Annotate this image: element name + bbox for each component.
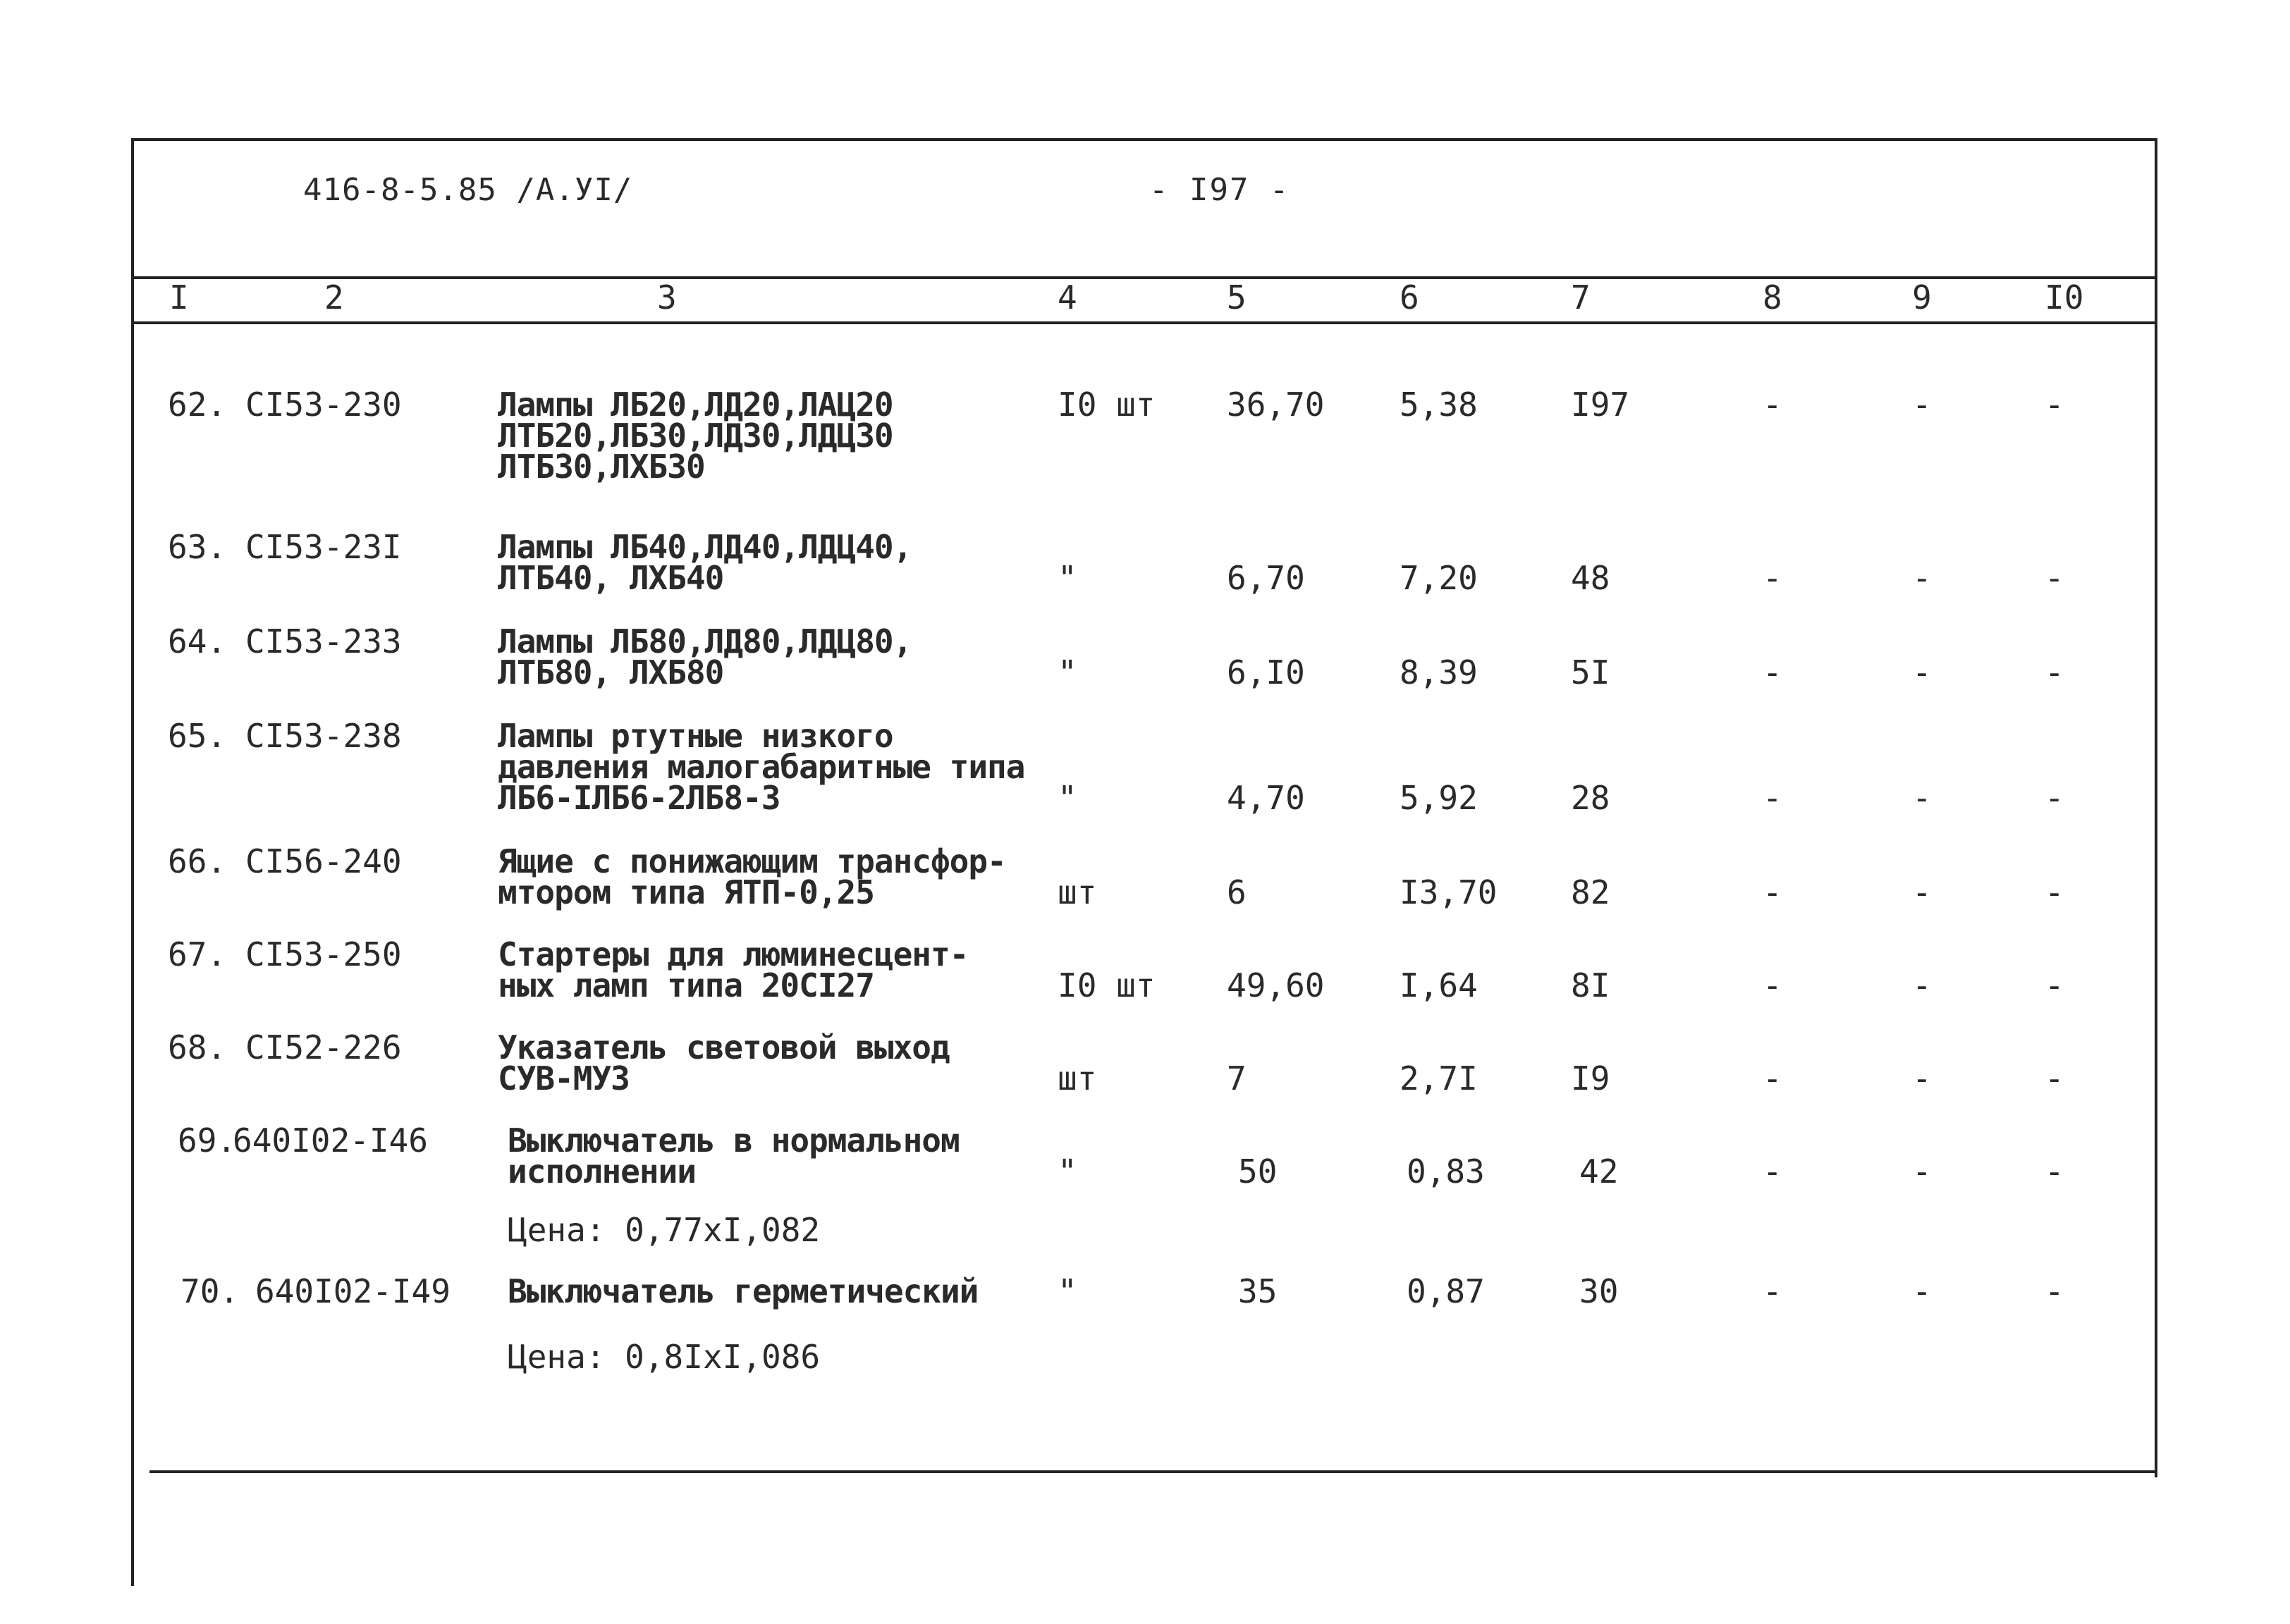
column-number-6: 6: [1400, 278, 1419, 316]
column-number-8: 8: [1763, 278, 1782, 316]
column-number-2: 2: [324, 278, 344, 316]
item-code: CI56-240: [245, 842, 402, 880]
frame-top-line: [131, 138, 2157, 141]
item-code: CI52-226: [245, 1028, 402, 1066]
column-number-3: 3: [657, 278, 677, 316]
row-number: 67.: [168, 935, 227, 973]
item-col6: 5,38: [1400, 386, 1478, 424]
item-col5: 6,I0: [1227, 653, 1305, 691]
item-col7: 82: [1571, 873, 1610, 911]
item-col7: 42: [1579, 1152, 1619, 1191]
page-number: - I97 -: [1149, 172, 1290, 208]
item-col6: I,64: [1400, 966, 1478, 1004]
item-col6: 0,87: [1407, 1272, 1485, 1310]
item-col6: 2,7I: [1400, 1059, 1478, 1097]
item-unit: шт: [1058, 1059, 1097, 1097]
frame-right-line: [2155, 138, 2157, 1477]
column-header-bottom-line: [131, 321, 2157, 324]
item-col8: -: [1763, 1059, 1782, 1097]
item-name: Лампы ЛБ20,ЛД20,ЛАЦ20 ЛТБ20,ЛБ30,ЛД30,ЛДЦ30 ЛТБ30,ЛХБ30: [498, 386, 893, 486]
item-col5: 36,70: [1227, 386, 1325, 424]
item-col8: -: [1763, 1152, 1782, 1191]
item-name: Стартеры для люминесцент- ных ламп типа 20CI27: [498, 935, 969, 1004]
item-col5: 6: [1227, 873, 1247, 911]
item-code: CI53-250: [245, 935, 402, 973]
item-unit: ": [1058, 779, 1077, 817]
row-number: 70.: [180, 1272, 240, 1310]
frame-left-line: [131, 138, 134, 1586]
item-col9: -: [1912, 1272, 1932, 1310]
frame-bottom-line: [149, 1470, 2156, 1473]
item-col7: 5I: [1571, 653, 1610, 691]
item-col8: -: [1763, 1272, 1782, 1310]
column-number-7: 7: [1571, 278, 1591, 316]
item-name: Указатель световой выход СУВ-МУЗ: [498, 1028, 950, 1097]
item-col9: -: [1912, 653, 1932, 691]
column-header-top-line: [131, 276, 2157, 279]
item-col9: -: [1912, 966, 1932, 1004]
item-col5: 6,70: [1227, 559, 1305, 597]
column-number-4: 4: [1058, 278, 1077, 316]
item-code: 640I02-I46: [233, 1121, 428, 1159]
column-number-1: I: [169, 278, 189, 316]
price-note: Цена: 0,77xI,082: [508, 1211, 821, 1249]
item-col5: 49,60: [1227, 966, 1325, 1004]
item-name: Лампы ртутные низкого давления малогабаритные типа ЛБ6-IЛБ6-2ЛБ8-3: [498, 717, 1025, 817]
item-col7: 8I: [1571, 966, 1610, 1004]
item-col7: I9: [1571, 1059, 1610, 1097]
item-col9: -: [1912, 779, 1932, 817]
item-col8: -: [1763, 966, 1782, 1004]
item-code: CI53-233: [245, 622, 402, 660]
item-col10: -: [2045, 1059, 2064, 1097]
item-col7: 30: [1579, 1272, 1619, 1310]
item-col10: -: [2045, 1152, 2064, 1191]
item-col9: -: [1912, 559, 1932, 597]
item-col5: 35: [1238, 1272, 1278, 1310]
column-number-10: I0: [2045, 278, 2084, 316]
item-col6: 0,83: [1407, 1152, 1485, 1191]
item-col8: -: [1763, 559, 1782, 597]
item-col6: 8,39: [1400, 653, 1478, 691]
price-note: Цена: 0,8IxI,086: [508, 1338, 821, 1376]
item-name: Выключатель в нормальном исполнении: [508, 1121, 960, 1191]
item-code: CI53-230: [245, 386, 402, 424]
item-col8: -: [1763, 873, 1782, 911]
item-col10: -: [2045, 873, 2064, 911]
row-number: 63.: [168, 528, 227, 566]
item-col10: -: [2045, 653, 2064, 691]
item-unit: I0 шт: [1058, 386, 1156, 424]
item-col9: -: [1912, 1152, 1932, 1191]
item-col8: -: [1763, 386, 1782, 424]
row-number: 66.: [168, 842, 227, 880]
item-col10: -: [2045, 1272, 2064, 1310]
item-unit: ": [1058, 653, 1077, 691]
item-col10: -: [2045, 386, 2064, 424]
row-number: 62.: [168, 386, 227, 424]
item-col5: 50: [1238, 1152, 1278, 1191]
item-name: Лампы ЛБ80,ЛД80,ЛДЦ80, ЛТБ80, ЛХБ80: [498, 622, 912, 691]
column-number-9: 9: [1912, 278, 1932, 316]
item-unit: шт: [1058, 873, 1097, 911]
item-col9: -: [1912, 386, 1932, 424]
item-col7: I97: [1571, 386, 1630, 424]
item-unit: ": [1058, 1272, 1077, 1310]
item-code: 640I02-I49: [255, 1272, 451, 1310]
item-unit: ": [1058, 559, 1077, 597]
item-col7: 28: [1571, 779, 1610, 817]
item-col10: -: [2045, 966, 2064, 1004]
row-number: 65.: [168, 717, 227, 755]
item-col7: 48: [1571, 559, 1610, 597]
item-col9: -: [1912, 873, 1932, 911]
item-name: Ящие с понижающим трансфор- мтором типа ЯТП-0,25: [498, 842, 1006, 911]
row-number: 68.: [168, 1028, 227, 1066]
column-number-5: 5: [1227, 278, 1247, 316]
item-col6: 7,20: [1400, 559, 1478, 597]
item-col8: -: [1763, 653, 1782, 691]
item-col6: 5,92: [1400, 779, 1478, 817]
item-col8: -: [1763, 779, 1782, 817]
item-col5: 4,70: [1227, 779, 1305, 817]
item-code: CI53-238: [245, 717, 402, 755]
item-col10: -: [2045, 779, 2064, 817]
item-name: Выключатель герметический: [508, 1272, 979, 1310]
item-unit: ": [1058, 1152, 1077, 1191]
item-col6: I3,70: [1400, 873, 1498, 911]
row-number: 69.: [178, 1121, 237, 1159]
item-col10: -: [2045, 559, 2064, 597]
item-unit: I0 шт: [1058, 966, 1156, 1004]
item-col9: -: [1912, 1059, 1932, 1097]
document-code: 416-8-5.85 /А.УI/: [303, 172, 633, 208]
item-col5: 7: [1227, 1059, 1247, 1097]
row-number: 64.: [168, 622, 227, 660]
item-name: Лампы ЛБ40,ЛД40,ЛДЦ40, ЛТБ40, ЛХБ40: [498, 528, 912, 597]
item-code: CI53-23I: [245, 528, 402, 566]
